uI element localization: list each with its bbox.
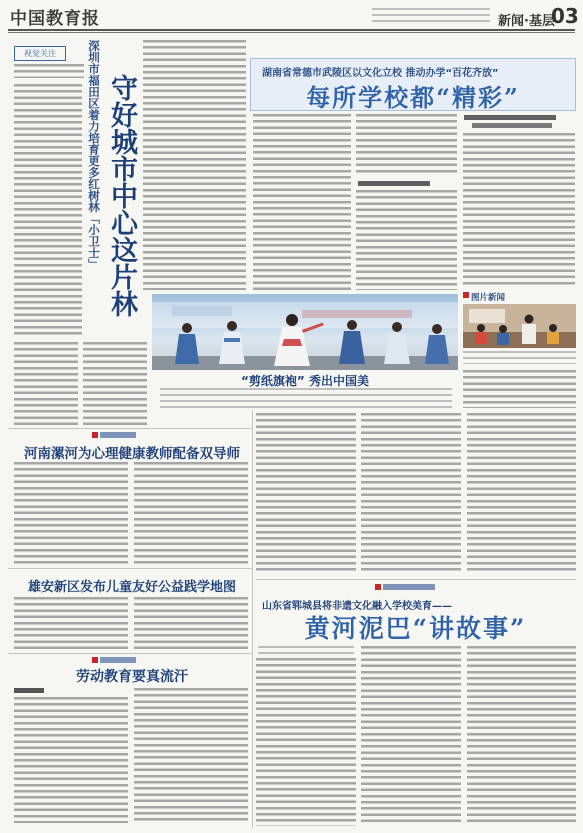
divider-left-3 xyxy=(8,653,252,654)
photo-banner-lettering xyxy=(172,306,232,316)
shandong-headline: 黄河泥巴“讲故事” xyxy=(304,614,527,643)
newspaper-logo: 中国教育报 xyxy=(10,9,100,29)
top-story-subhead-1 xyxy=(358,181,430,186)
photo-news-marker xyxy=(463,292,469,298)
top-story-body-col2b xyxy=(356,190,457,290)
shandong-body-col1 xyxy=(256,658,356,826)
top-story-body-col1 xyxy=(253,114,351,290)
henan-section-label xyxy=(100,432,136,438)
feature-byline xyxy=(14,64,84,78)
shandong-section-label xyxy=(383,584,435,590)
top-story-title-box xyxy=(250,58,576,111)
xiongan-body-col2 xyxy=(134,597,248,649)
feature-subhead: 深圳市福田区着力培育更多红树林「小卫士」 xyxy=(87,40,101,270)
top-story-body-col2a xyxy=(356,114,457,176)
center-photo-image xyxy=(152,294,458,370)
labor-headline: 劳动教育要真流汗 xyxy=(76,669,188,685)
top-story-headline: 每所学校都“精彩” xyxy=(306,83,520,112)
masthead-rule-thin xyxy=(8,32,575,33)
classroom-board xyxy=(469,309,505,323)
shandong-section-marker xyxy=(375,584,381,590)
section-name: 新闻·基层 xyxy=(498,14,555,29)
feature-body-col4 xyxy=(83,342,147,426)
photo-banner-lettering-2 xyxy=(302,310,412,318)
labor-author xyxy=(14,688,44,693)
labor-body-col1 xyxy=(14,697,128,823)
labor-body-col2 xyxy=(134,688,248,823)
henan-body-col1 xyxy=(14,462,128,564)
labor-section-marker xyxy=(92,657,98,663)
top-story-body-col3 xyxy=(463,133,575,285)
right-column-text xyxy=(463,370,576,408)
henan-section-marker xyxy=(92,432,98,438)
top-story-subhead-2 xyxy=(464,115,556,120)
shandong-byline xyxy=(258,646,354,654)
feature-headline: 守好城市中心这片林 xyxy=(106,74,137,317)
middle-body-col3 xyxy=(467,413,576,573)
feature-body-col2 xyxy=(143,40,246,290)
shandong-body-col2 xyxy=(361,646,461,826)
photo-news-photo xyxy=(463,304,576,348)
divider-vertical xyxy=(252,410,253,828)
middle-body-col2 xyxy=(361,413,461,573)
henan-headline: 河南漯河为心理健康教师配备双导师 xyxy=(24,446,240,462)
feature-body-col3 xyxy=(14,342,78,426)
divider-right xyxy=(256,579,576,580)
shandong-kicker: 山东省郓城县将非遗文化融入学校美育—— xyxy=(262,601,452,612)
xiongan-headline: 雄安新区发布儿童友好公益践学地图 xyxy=(27,580,236,595)
dateline-text xyxy=(372,8,490,23)
feature-tag: 视觉关注 xyxy=(14,46,66,61)
divider-left-1 xyxy=(8,428,252,429)
feature-body-col1 xyxy=(14,84,82,338)
labor-section-label xyxy=(100,657,136,663)
photo-news-image xyxy=(463,304,576,348)
center-photo xyxy=(152,294,458,370)
top-story-kicker: 湖南省常德市武陵区以文化立校 推动办学“百花齐放” xyxy=(262,68,499,79)
henan-body-col2 xyxy=(134,462,248,564)
middle-body-col1 xyxy=(256,413,356,573)
divider-left-2 xyxy=(8,568,252,569)
top-story-subhead-3 xyxy=(472,123,552,128)
center-photo-caption xyxy=(160,388,452,408)
photo-news-caption xyxy=(463,351,576,364)
page-number: 03 xyxy=(551,4,579,28)
xiongan-body-col1 xyxy=(14,597,128,649)
masthead-rule xyxy=(8,29,575,31)
center-photo-title: “剪纸旗袍” 秀出中国美 xyxy=(241,374,369,388)
shandong-body-col3 xyxy=(467,646,576,826)
photo-news-label: 图片新闻 xyxy=(471,293,506,303)
